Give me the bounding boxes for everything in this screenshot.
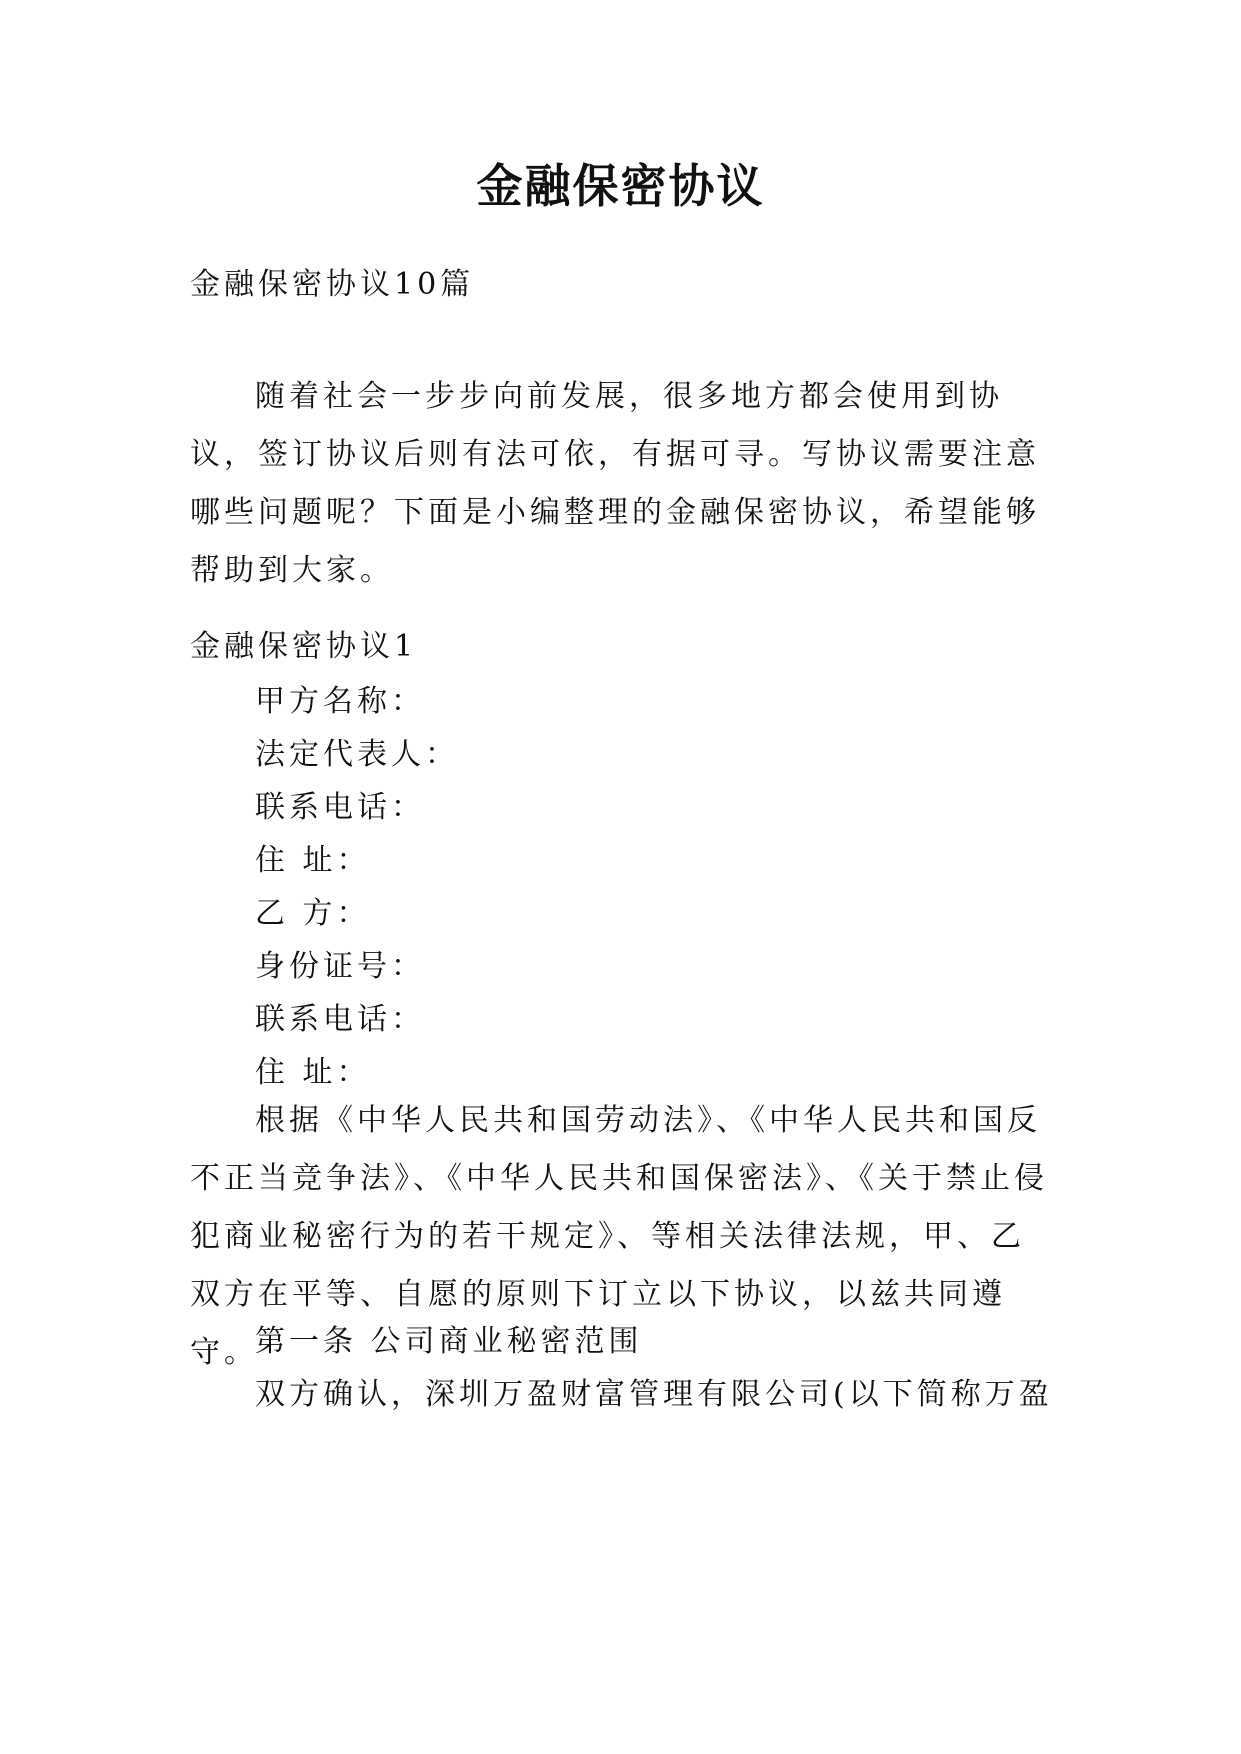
field-id-number: 身份证号： <box>255 949 425 984</box>
field-party-a-address: 住 址： <box>255 843 371 878</box>
field-party-a-phone: 联系电话： <box>255 790 425 825</box>
article-1-text: 双方确认，深圳万盈财富管理有限公司(以下简称万盈 <box>255 1377 1053 1412</box>
intro-paragraph <box>190 368 1050 600</box>
document-subtitle: 金融保密协议10篇 <box>190 267 475 302</box>
field-party-b: 乙 方： <box>255 896 371 931</box>
field-party-b-address: 住 址： <box>255 1055 371 1090</box>
section-heading: 金融保密协议1 <box>190 629 418 664</box>
intro-text: 随着社会一步步向前发展，很多地方都会使用到协议，签订协议后则有法可依，有据可寻。写协议需要注意哪些问题呢？下面是小编整理的金融保密协议，希望能够帮助到大家。 <box>190 379 1040 588</box>
article-1-heading: 第一条 公司商业秘密范围 <box>255 1324 643 1359</box>
field-legal-representative: 法定代表人： <box>255 737 459 772</box>
basis-text: 根据《中华人民共和国劳动法》、《中华人民共和国反不正当竞争法》、《中华人民共和国保密法》、《关于禁止侵犯商业秘密行为的若干规定》、等相关法律法规，甲、乙双方在平等、自愿的原则下订立以下协议，以兹共同遵守。 <box>190 1103 1048 1370</box>
document-title: 金融保密协议 <box>476 159 765 213</box>
field-party-b-phone: 联系电话： <box>255 1002 425 1037</box>
field-party-a-name: 甲方名称： <box>255 684 425 719</box>
